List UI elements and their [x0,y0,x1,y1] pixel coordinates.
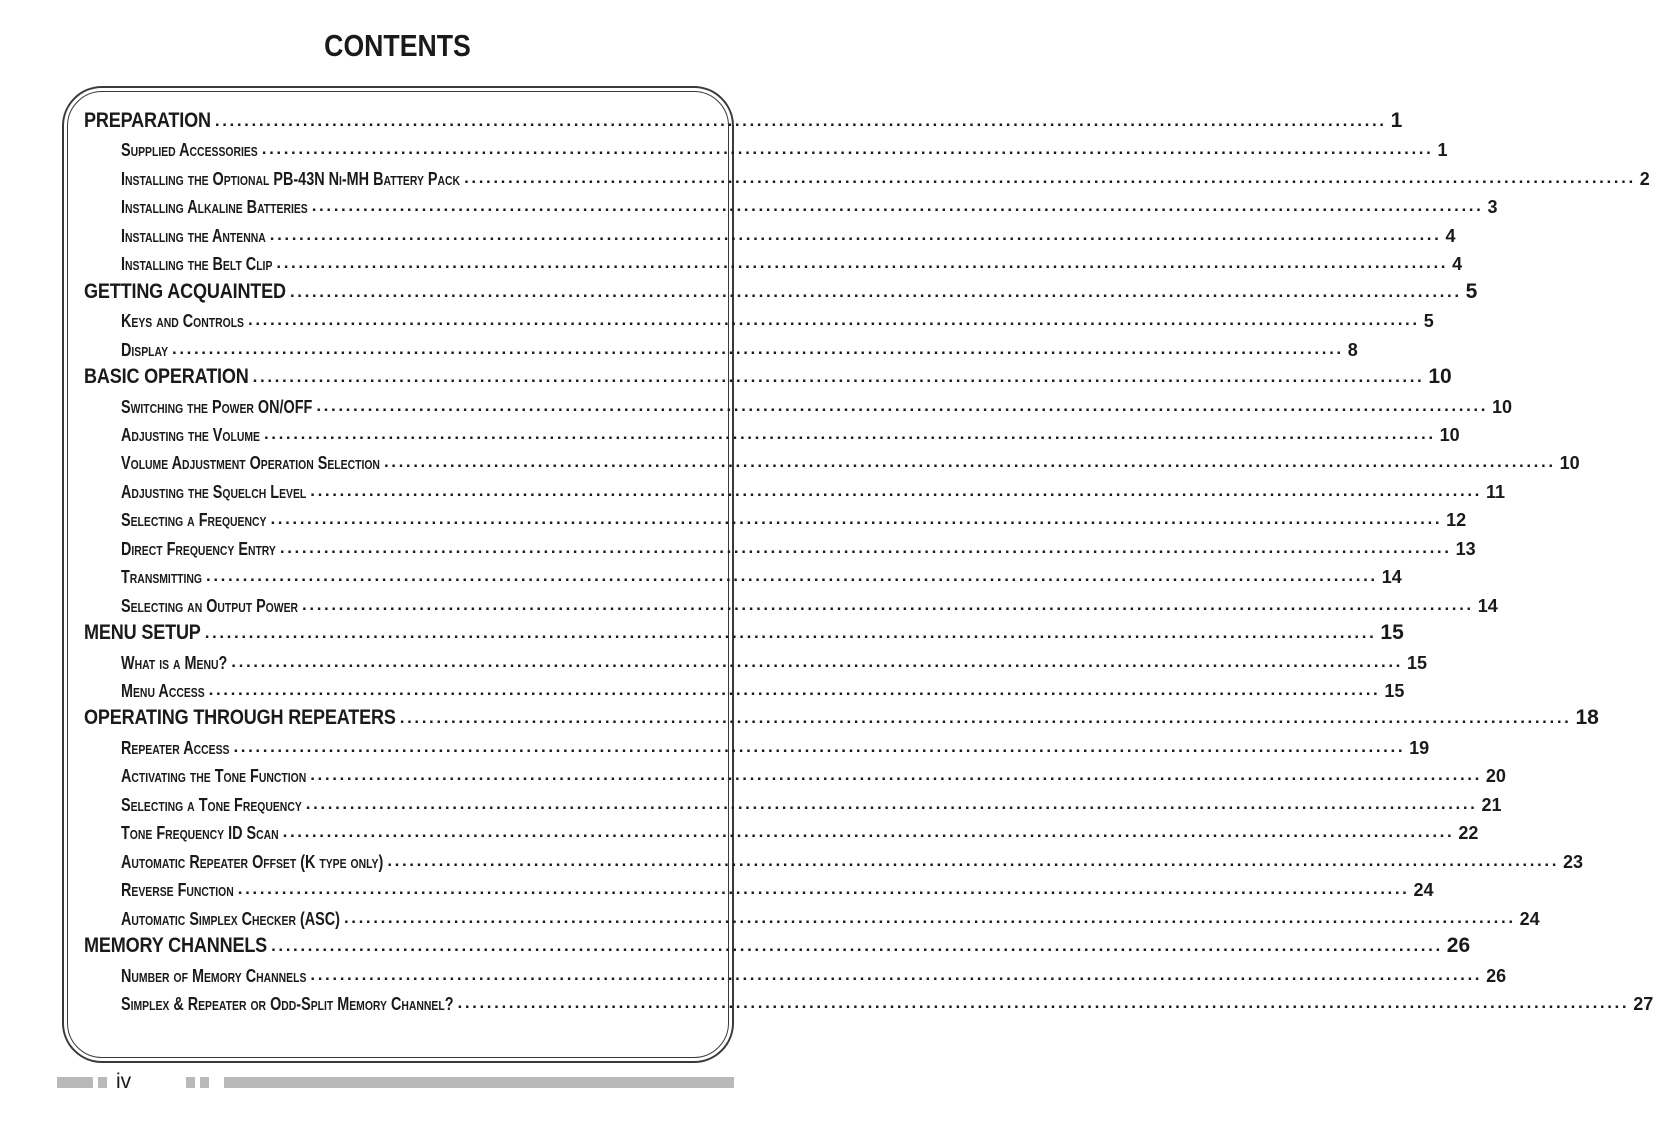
toc-section[interactable] [121,135,1448,161]
toc-leader-dots: ................................................................................................................................................................ [206,566,1378,586]
toc-section[interactable] [121,392,1513,418]
toc-section[interactable] [121,448,1580,474]
toc-section[interactable] [121,733,1430,759]
toc-section[interactable] [121,818,1479,844]
toc-section[interactable] [121,335,1358,361]
toc-entry-title: Installing Alkaline Batteries [121,197,308,218]
toc-page-number: 12 [1446,510,1467,531]
toc-entry-title: Automatic Repeater Offset (K type only) [121,851,384,872]
toc-leader-dots: ................................................................................................................................................................ [263,423,1436,443]
toc-page-number: 1 [1390,109,1403,132]
toc-entry-title: Selecting a Tone Frequency [121,794,302,815]
footer-bar-small [186,1077,195,1088]
page-footer [0,1070,795,1094]
toc-chapter[interactable] [84,363,1452,389]
toc-leader-dots: ................................................................................................................................................................ [310,765,1482,785]
page-title: CONTENTS [324,28,471,63]
toc-leader-dots: ................................................................................................................................................................ [252,367,1425,387]
toc-leader-dots: ................................................................................................................................................................ [279,537,1452,557]
toc-page-number: 24 [1413,880,1434,901]
toc-leader-dots: ................................................................................................................................................................ [204,623,1377,643]
toc-entry-title: Transmitting [121,567,203,588]
footer-bar-small [98,1077,107,1088]
toc-page-number: 22 [1458,823,1479,844]
toc-entry-title: Number of Memory Channels [121,965,307,986]
toc-leader-dots: ................................................................................................................................................................ [316,395,1489,415]
toc-leader-dots: ................................................................................................................................................................ [457,992,1630,1012]
toc-page-number: 5 [1465,279,1478,303]
toc-entry-title: Automatic Simplex Checker (ASC) [121,908,340,929]
toc-section[interactable] [121,249,1463,275]
toc-page-number: 5 [1423,311,1434,332]
toc-page-number: 21 [1481,794,1502,815]
toc-leader-dots: ................................................................................................................................................................ [399,708,1572,728]
toc-entry-title: Selecting a Frequency [121,510,267,531]
toc-page-number: 24 [1519,908,1540,929]
toc-entry-title: Simplex & Repeater or Odd-Split Memory Channel? [121,993,454,1014]
toc-section[interactable] [121,761,1506,787]
toc-page-number: 10 [1428,365,1452,389]
toc-leader-dots: ................................................................................................................................................................ [387,850,1560,870]
toc-leader-dots: ................................................................................................................................................................ [270,509,1443,529]
page-number: iv [116,1070,132,1093]
toc-section[interactable] [121,676,1405,702]
toc-page-number: 11 [1485,481,1505,502]
toc-leader-dots: ................................................................................................................................................................ [343,907,1516,927]
toc-leader-dots: ................................................................................................................................................................ [237,879,1410,899]
toc-entry-title: Switching the Power ON/OFF [121,396,313,417]
toc-page-number: 26 [1446,934,1471,958]
toc-page-number: 3 [1487,197,1498,218]
toc-chapter[interactable] [84,619,1404,645]
toc-leader-dots: ................................................................................................................................................................ [208,680,1381,699]
toc-leader-dots: ................................................................................................................................................................ [311,196,1484,216]
toc-entry-title: Adjusting the Squelch Level [121,481,307,502]
toc-leader-dots: ................................................................................................................................................................ [271,936,1443,956]
toc-leader-dots: ................................................................................................................................................................ [289,281,1462,301]
toc-page-number: 27 [1633,993,1653,1014]
toc-entry-title: MENU SETUP [84,621,201,645]
toc-section[interactable] [121,875,1434,901]
toc-entry-title: Direct Frequency Entry [121,538,276,559]
toc-entry-title: Volume Adjustment Operation Selection [121,453,380,474]
toc-page-number: 4 [1445,225,1456,246]
footer-bar-left [57,1077,93,1088]
toc-entry-title: GETTING ACQUAINTED [84,279,286,303]
toc-entry-title: Reverse Function [121,880,234,901]
toc-entry-title: PREPARATION [84,109,211,132]
toc-section[interactable] [121,221,1456,247]
toc-page-number: 14 [1477,595,1498,616]
toc-section[interactable] [121,534,1476,560]
toc-leader-dots: ................................................................................................................................................................ [282,822,1455,842]
toc-entry-title: BASIC OPERATION [84,365,249,389]
toc-section[interactable] [121,164,1650,190]
toc-section[interactable] [121,790,1502,816]
toc-entry-title: Display [121,339,169,360]
toc-section[interactable] [121,961,1507,987]
toc-entry-title: MEMORY CHANNELS [84,934,268,958]
toc-leader-dots: ................................................................................................................................................................ [305,793,1478,813]
toc-chapter[interactable] [84,704,1599,730]
toc-leader-dots: ................................................................................................................................................................ [248,310,1420,330]
toc-entry-title: Supplied Accessories [121,140,258,161]
toc-leader-dots: ................................................................................................................................................................ [310,964,1483,984]
toc-entry-title: Repeater Access [121,737,230,758]
toc-section[interactable] [121,648,1428,674]
toc-section[interactable] [121,505,1467,531]
toc-section[interactable] [121,477,1505,503]
toc-leader-dots: ................................................................................................................................................................ [464,167,1636,187]
toc-page-number: 18 [1575,706,1599,730]
toc-page-number: 8 [1347,339,1358,360]
toc-page-number: 20 [1485,766,1506,787]
toc-section[interactable] [121,562,1402,588]
toc-leader-dots: ................................................................................................................................................................ [269,224,1442,244]
toc-chapter[interactable] [84,278,1478,304]
toc-entry-title: OPERATING THROUGH REPEATERS [84,706,396,730]
toc-section[interactable] [121,420,1460,446]
toc-page-number: 15 [1380,621,1404,645]
toc-entry-title: Installing the Optional PB-43N Ni-MH Battery Pack [121,168,461,189]
toc-page-number: 15 [1384,681,1405,701]
toc-entry-title: Activating the Tone Function [121,766,307,787]
toc-page-number: 15 [1407,652,1428,673]
toc-section[interactable] [121,591,1498,617]
toc-leader-dots: ................................................................................................................................................................ [231,651,1403,671]
toc-leader-dots: ................................................................................................................................................................ [233,736,1406,756]
toc-section[interactable] [121,989,1653,1015]
toc-leader-dots: ................................................................................................................................................................ [383,452,1556,472]
toc-leader-dots: ................................................................................................................................................................ [261,139,1434,159]
toc-leader-dots: ................................................................................................................................................................ [172,338,1344,358]
toc-page-number: 1 [1437,140,1448,161]
toc-leader-dots: ................................................................................................................................................................ [214,111,1387,130]
toc-entry-title: Keys and Controls [121,311,244,332]
toc-entry-title: Adjusting the Volume [121,424,260,445]
toc-page-number: 10 [1492,396,1513,417]
toc-page-number: 19 [1409,737,1430,758]
toc-entry-title: Menu Access [121,681,205,701]
toc-page-number: 4 [1452,254,1463,275]
toc-leader-dots: ................................................................................................................................................................ [276,253,1449,273]
toc-leader-dots: ................................................................................................................................................................ [310,480,1482,500]
toc-page-number: 10 [1439,424,1460,445]
toc-section[interactable] [121,306,1434,332]
toc-page-number: 23 [1563,851,1584,872]
toc-entry-title: Tone Frequency ID Scan [121,823,279,844]
toc-entry-title: Installing the Belt Clip [121,254,273,275]
toc-chapter[interactable] [84,932,1471,958]
toc-leader-dots: ................................................................................................................................................................ [302,594,1474,614]
toc-page-number: 2 [1639,168,1650,189]
toc-chapter[interactable] [84,107,1403,133]
toc-section[interactable] [121,847,1584,873]
toc-page-number: 13 [1455,538,1476,559]
footer-bar-small [200,1077,209,1088]
toc-page-number: 26 [1486,965,1507,986]
toc-section[interactable] [121,904,1540,930]
footer-bar-right [224,1077,734,1088]
toc-entry-title: What is a Menu? [121,652,228,673]
toc-page-number: 14 [1381,567,1402,588]
toc-entry-title: Selecting an Output Power [121,595,299,616]
toc-section[interactable] [121,192,1498,218]
toc-page-number: 10 [1559,453,1580,474]
toc-entry-title: Installing the Antenna [121,225,266,246]
